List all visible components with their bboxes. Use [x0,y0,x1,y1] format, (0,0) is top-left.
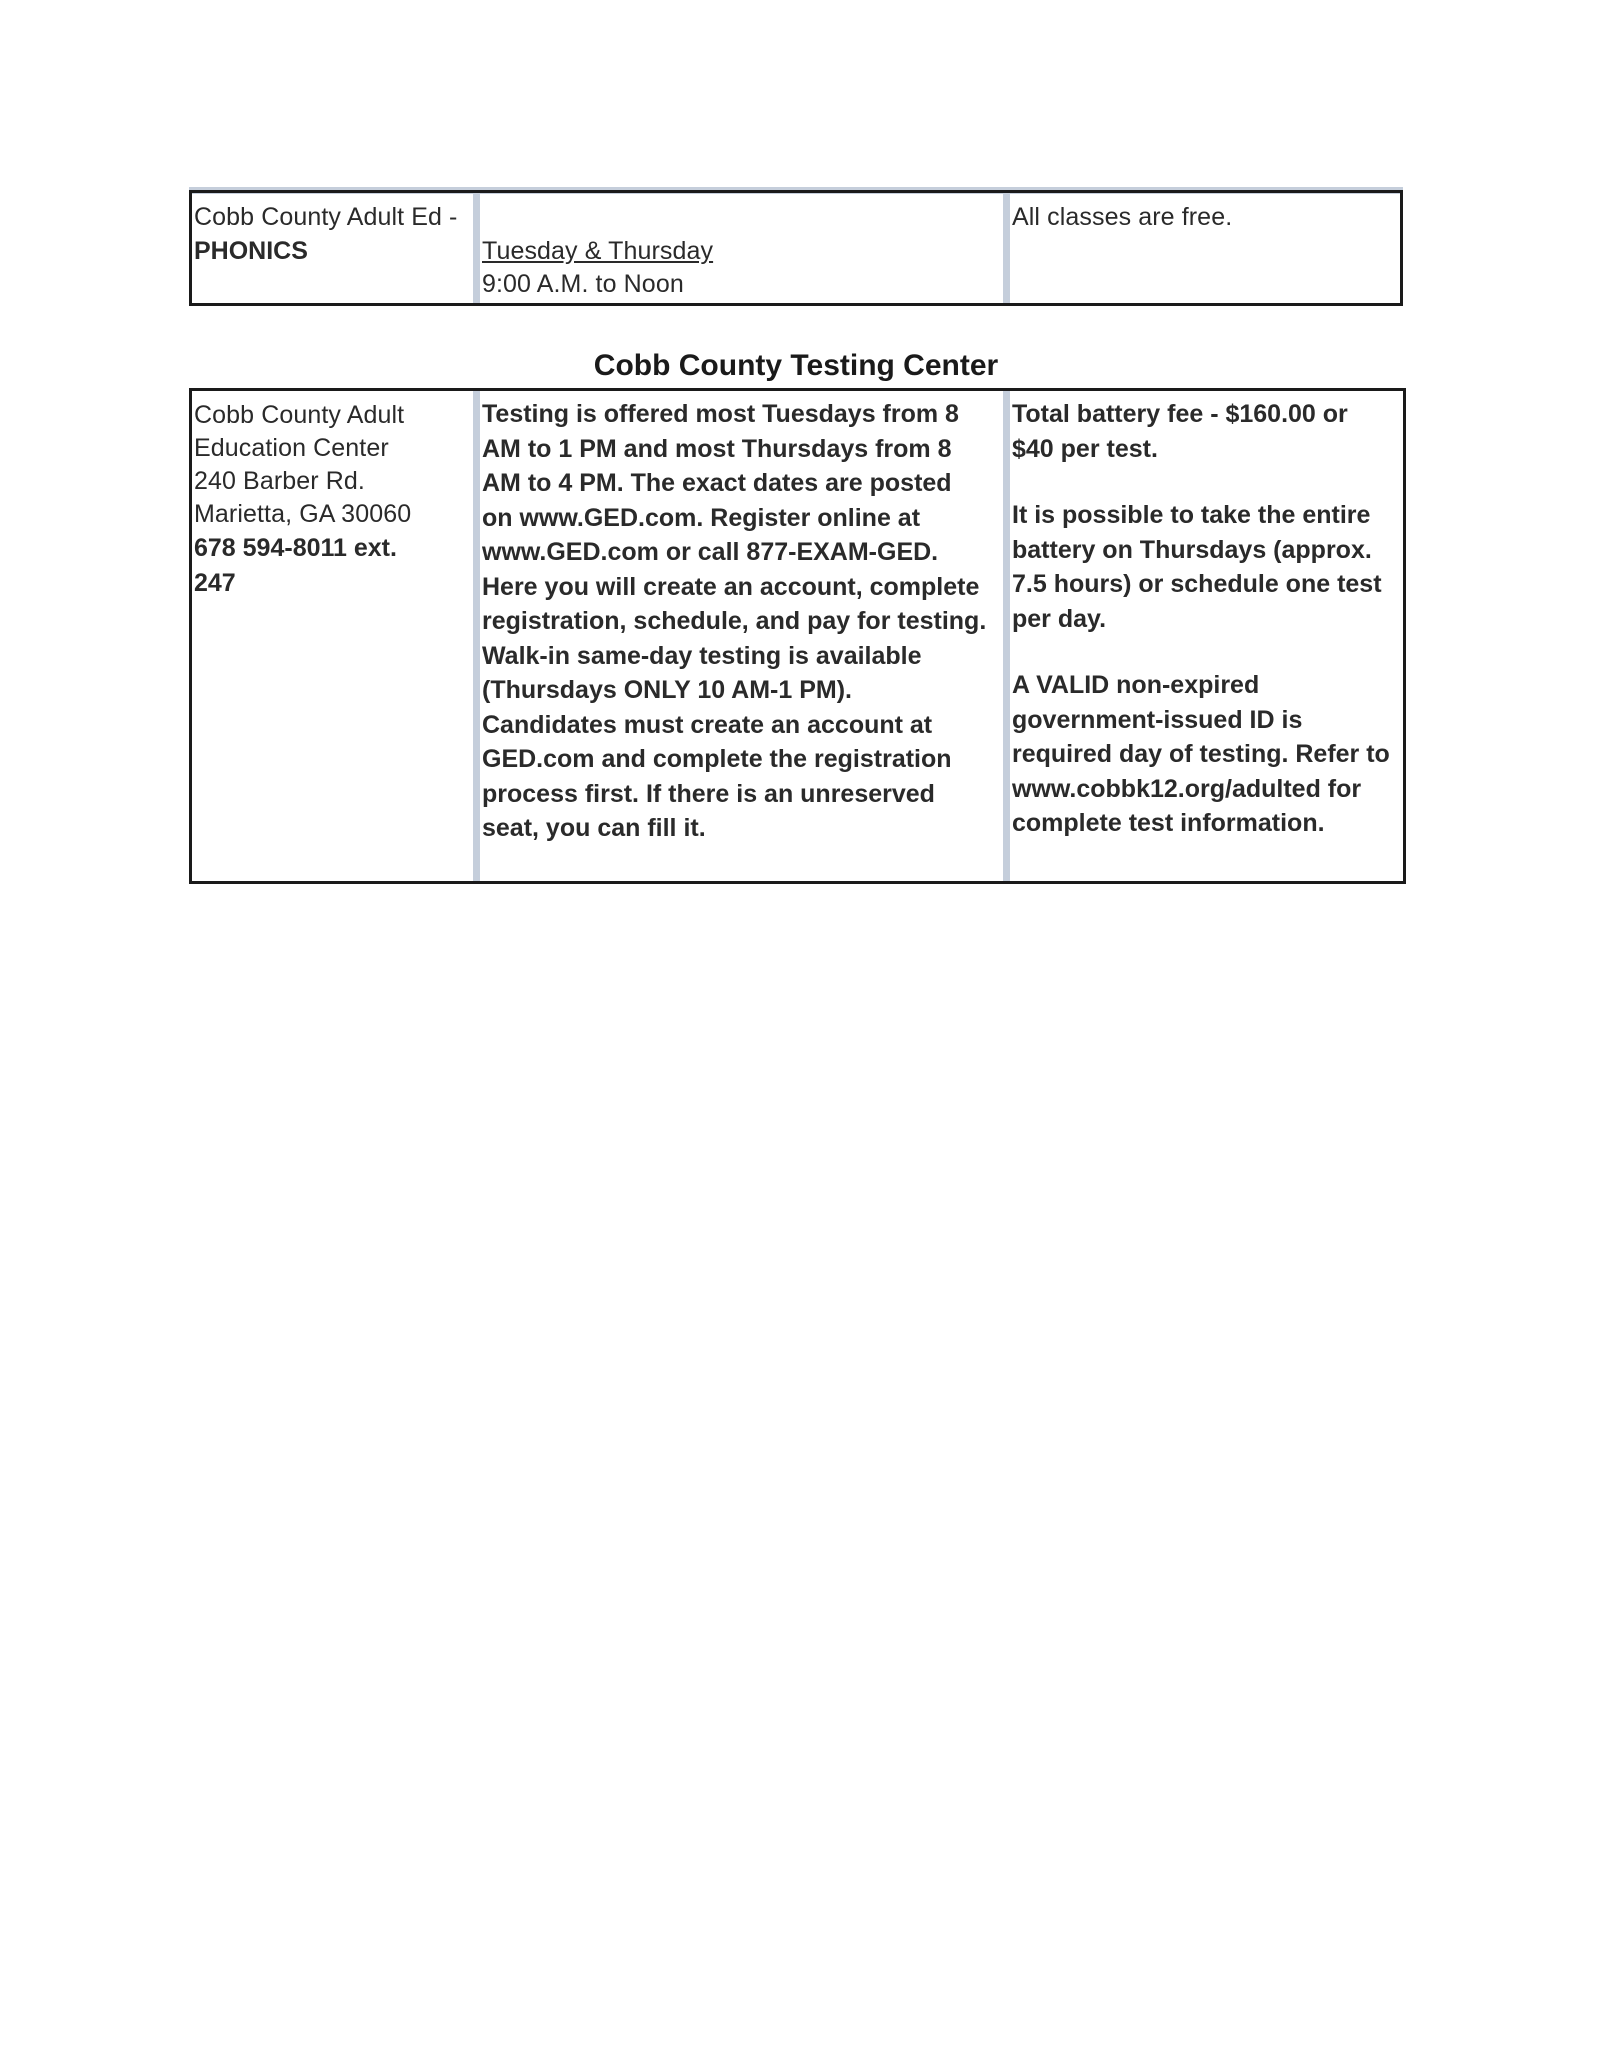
cost-note: All classes are free. [1012,203,1233,231]
address-line: Education Center [194,434,389,462]
address-line: Marietta, GA 30060 [194,500,412,528]
details-line: GED.com and complete the registration [482,745,952,773]
schedule-days: Tuesday & Thursday [482,237,714,265]
battery-block [1012,498,1407,636]
address-line: 240 Barber Rd. [194,467,365,495]
details-line: Testing is offered most Tuesdays from 8 [482,400,959,428]
section-heading: Cobb County Testing Center [593,349,999,382]
address-line: Cobb County Adult [194,401,405,429]
details-line: AM to 1 PM and most Thursdays from 8 [482,434,952,463]
battery-line: 7.5 hours) or schedule one test [1012,570,1382,598]
details-line: seat, you can fill it. [482,814,706,842]
fee-block [1012,397,1407,466]
program-name: PHONICS [194,237,308,265]
fee-line: $40 per test. [1012,434,1158,463]
testing-center-table [189,388,1406,884]
battery-line: battery on Thursdays (approx. [1012,535,1372,564]
fee-line: Total battery fee - $160.00 or [1012,400,1348,428]
details-line: Walk-in same-day testing is available [482,641,922,670]
phonics-table [189,190,1403,306]
details-line: on www.GED.com. Register online at [482,503,921,532]
phone-extension: 247 [194,568,236,597]
id-line: A VALID non-expired [1012,671,1260,699]
id-line: www.cobbk12.org/adulted for [1012,774,1362,803]
phonics-schedule-cell [482,193,1000,303]
testing-address-cell [194,391,472,881]
id-requirement-block [1012,668,1407,841]
details-line: (Thursdays ONLY 10 AM-1 PM). [482,676,852,704]
details-line: www.GED.com or call 877-EXAM-GED. [482,538,939,566]
column-divider [1003,391,1010,881]
battery-line: It is possible to take the entire [1012,501,1371,529]
schedule-time: 9:00 A.M. to Noon [482,270,684,298]
phonics-provider-cell [194,193,472,303]
provider-name: Cobb County Adult Ed - [194,203,458,231]
phone-number: 678 594-8011 ext. [194,534,397,562]
id-line: required day of testing. Refer to [1012,740,1390,768]
column-divider [1003,193,1010,303]
column-divider [473,391,480,881]
phonics-cost-cell [1012,193,1400,303]
battery-line: per day. [1012,604,1107,633]
details-line: AM to 4 PM. The exact dates are posted [482,469,952,497]
details-line: registration, schedule, and pay for testing. [482,607,987,635]
id-line: complete test information. [1012,809,1325,837]
column-divider [473,193,480,303]
details-line: process first. If there is an unreserved [482,779,935,808]
testing-details-cell [482,391,1004,881]
details-line: Here you will create an account, complete [482,572,980,601]
details-line: Candidates must create an account at [482,710,933,739]
id-line: government-issued ID is [1012,705,1303,734]
testing-fees-cell [1012,391,1407,881]
